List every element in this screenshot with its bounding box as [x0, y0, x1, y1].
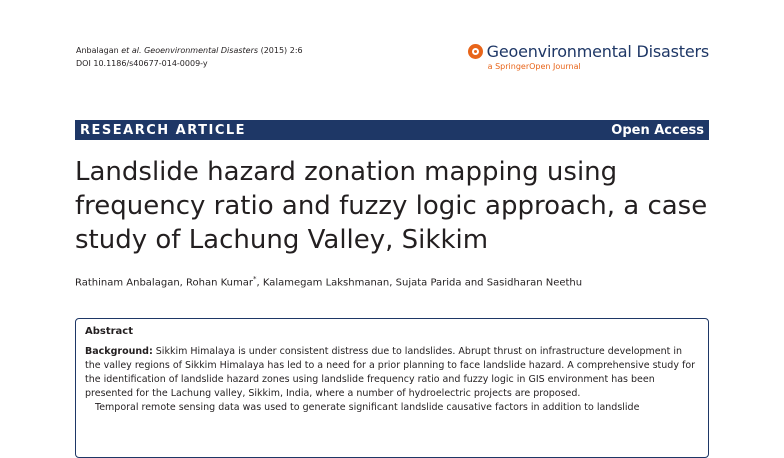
citation-volume: (2015) 2:6 [260, 46, 303, 55]
abstract-box [75, 318, 709, 458]
citation-etal: et al. [121, 46, 142, 55]
authors-first: Rathinam Anbalagan, Rohan Kumar [75, 277, 253, 289]
authors-rest: , Kalamegam Lakshmanan, Sujata Parida and Sasidharan Neethu [256, 277, 583, 289]
background-text: Sikkim Himalaya is under consistent distress due to landslides. Abrupt thrust on infrastructure development in the valley regions of Sikkim Himalaya has led to a need for a prior planning to face landslide hazard. A comprehensive study for the identification of landslide hazard zones using landslide frequency ratio and fuzzy logic in GIS environment has been presented for the Lachung valley, Sikkim, India, where a number of hydroelectric projects are proposed. [85, 346, 696, 399]
citation-line [76, 44, 303, 57]
background-label: Background: [85, 346, 153, 357]
citation-block [76, 44, 303, 70]
abstract-background [85, 345, 699, 401]
journal-logo-subtitle: a SpringerOpen Journal [487, 62, 581, 71]
article-banner [75, 120, 709, 140]
journal-logo-name: Geoenvironmental Disasters [486, 42, 709, 61]
author-list [75, 275, 582, 288]
journal-logo[interactable] [468, 42, 709, 71]
abstract-paragraph-2: Temporal remote sensing data was used to generate significant landslide causative factors in addition to landslide [95, 402, 640, 413]
citation-journal: Geoenvironmental Disasters [144, 46, 259, 55]
citation-doi[interactable]: DOI 10.1186/s40677-014-0009-y [76, 59, 208, 68]
corresponding-author-mark[interactable]: * [253, 275, 257, 283]
citation-authors: Anbalagan [76, 46, 119, 55]
open-access-badge: Open Access [611, 122, 704, 138]
article-title: Landslide hazard zonation mapping using frequency ratio and fuzzy logic approach, a case study of Lachung Valley, Sikkim [75, 157, 708, 255]
abstract-heading: Abstract [85, 326, 134, 337]
springer-logo-icon [468, 44, 483, 59]
article-type: RESEARCH ARTICLE [80, 122, 247, 138]
